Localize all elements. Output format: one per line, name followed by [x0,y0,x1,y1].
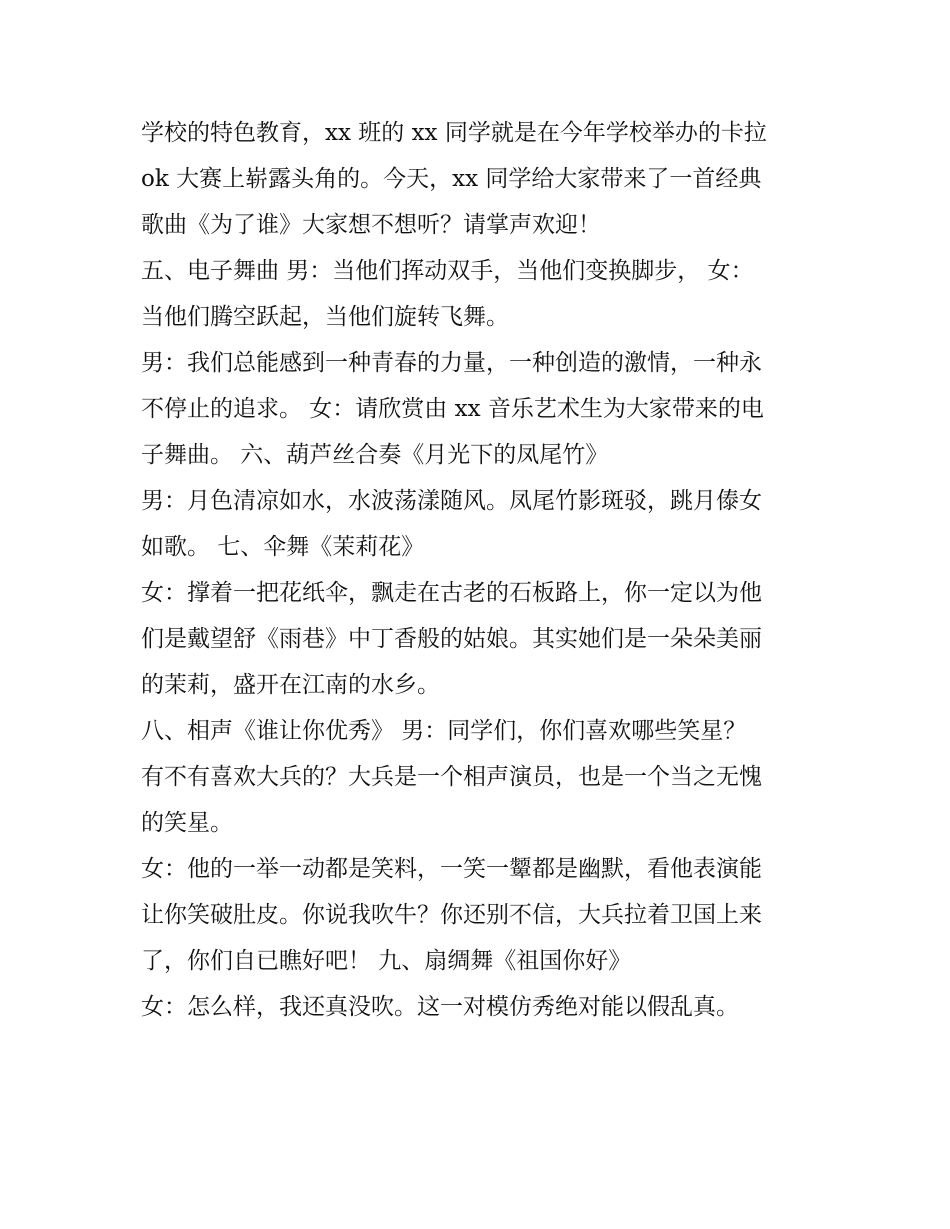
text-line: 的笑星。 [141,810,233,836]
text-line: 当他们腾空跃起，当他们旋转飞舞。 [141,304,509,330]
text-line: 八、相声《谁让你优秀》 男：同学们，你们喜欢哪些笑星？ [141,718,747,744]
text-line: 的茉莉，盛开在江南的水乡。 [141,672,440,698]
text-line: 男：月色清凉如水，水波荡漾随风。凤尾竹影斑驳，跳月傣女 [141,488,762,514]
text-line: 了，你们自已瞧好吧！ 九、扇绸舞《祖国你好》 [141,948,632,974]
text-line: 们是戴望舒《雨巷》中丁香般的姑娘。其实她们是一朵朵美丽 [141,626,762,652]
body-text [141,110,821,1030]
text-line: 男：我们总能感到一种青春的力量，一种创造的激情，一种永 [141,350,762,376]
text-line: 让你笑破肚皮。你说我吹牛？你还别不信，大兵拉着卫国上来 [141,902,762,928]
text-line: 子舞曲。 六、葫芦丝合奏《月光下的凤尾竹》 [141,442,609,468]
text-line: 女：怎么样，我还真没吹。这一对模仿秀绝对能以假乱真。 [141,994,739,1020]
text-line: 五、电子舞曲 男：当他们挥动双手，当他们变换脚步， 女： [141,258,754,284]
text-line: 有不有喜欢大兵的？大兵是一个相声演员，也是一个当之无愧 [141,764,762,790]
text-line: 歌曲《为了谁》大家想不想听？请掌声欢迎！ [141,212,601,238]
text-line: 不停止的追求。 女：请欣赏由 xx 音乐艺术生为大家带来的电 [141,396,764,422]
text-line: 学校的特色教育，xx 班的 xx 同学就是在今年学校举办的卡拉 [141,120,767,146]
text-line: 如歌。 七、伞舞《茉莉花》 [141,534,425,560]
text-line: 女：他的一举一动都是笑料，一笑一颦都是幽默，看他表演能 [141,856,762,882]
text-line: ok 大赛上崭露头角的。今天，xx 同学给大家带来了一首经典 [141,166,762,192]
text-line: 女：撑着一把花纸伞，飘走在古老的石板路上，你一定以为他 [141,580,762,606]
